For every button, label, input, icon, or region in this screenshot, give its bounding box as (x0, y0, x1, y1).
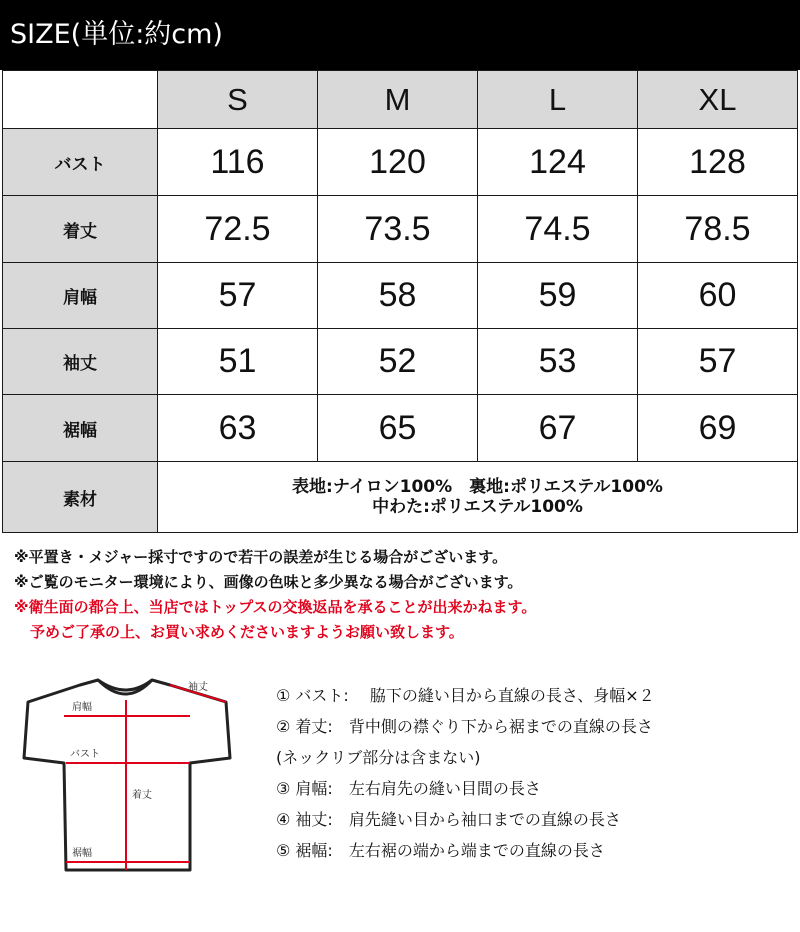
row-label-bust: バスト (3, 129, 158, 196)
table-cell: 74.5 (478, 196, 638, 263)
row-label-length: 着丈 (3, 196, 158, 263)
table-cell: 53 (478, 329, 638, 395)
material-line-2: 中わた:ポリエステル100% (372, 497, 583, 517)
table-cell: 128 (638, 129, 798, 196)
material-row (3, 462, 798, 533)
size-header-xl: XL (638, 71, 798, 129)
table-cell: 51 (158, 329, 318, 395)
definition-hem: ⑤ 裾幅: 左右裾の端から端までの直線の長さ (276, 841, 605, 860)
table-row (3, 395, 798, 462)
size-header-l: L (478, 71, 638, 129)
size-header-row (3, 71, 798, 129)
table-row (3, 196, 798, 263)
definition-sleeve: ④ 袖丈: 肩先縫い目から袖口までの直線の長さ (276, 810, 621, 829)
diagram-label-bust: バスト (70, 749, 100, 760)
note-monitor: ※ご覧のモニター環境により、画像の色味と多少異なる場合がございます。 (14, 573, 523, 591)
row-label-material: 素材 (3, 462, 158, 533)
table-cell: 67 (478, 395, 638, 462)
table-row (3, 329, 798, 395)
row-label-sleeve: 袖丈 (3, 329, 158, 395)
definition-shoulder: ③ 肩幅: 左右肩先の縫い目間の長さ (276, 779, 541, 798)
note-measurement: ※平置き・メジャー採寸ですので若干の誤差が生じる場合がございます。 (14, 548, 508, 566)
table-cell: 116 (158, 129, 318, 196)
table-cell: 57 (638, 329, 798, 395)
size-header-s: S (158, 71, 318, 129)
row-label-hem: 裾幅 (3, 395, 158, 462)
table-cell: 57 (158, 263, 318, 329)
diagram-label-hem: 裾幅 (72, 848, 92, 859)
table-row (3, 263, 798, 329)
table-cell: 124 (478, 129, 638, 196)
corner-cell (3, 71, 158, 129)
measurement-definitions (276, 680, 655, 866)
page-title: SIZE(単位:約cm) (0, 0, 800, 70)
definition-bust: ① バスト: 脇下の縫い目から直線の長さ、身幅×２ (276, 686, 655, 705)
diagram-label-sleeve: 袖丈 (188, 682, 208, 693)
diagram-label-length: 着丈 (132, 790, 152, 801)
table-cell: 65 (318, 395, 478, 462)
table-cell: 78.5 (638, 196, 798, 263)
table-row (3, 129, 798, 196)
table-cell: 63 (158, 395, 318, 462)
material-line-1: 表地:ナイロン100% 裏地:ポリエステル100% (292, 477, 663, 497)
note-acknowledge: 予めご了承の上、お買い求めくださいますようお願い致します。 (30, 623, 464, 641)
definition-length-note: (ネックリブ部分は含まない) (276, 748, 481, 767)
diagram-label-shoulder: 肩幅 (72, 702, 92, 713)
table-cell: 120 (318, 129, 478, 196)
row-label-shoulder: 肩幅 (3, 263, 158, 329)
material-cell (158, 462, 798, 533)
table-cell: 59 (478, 263, 638, 329)
notes (14, 545, 536, 645)
table-cell: 72.5 (158, 196, 318, 263)
table-cell: 69 (638, 395, 798, 462)
note-hygiene: ※衛生面の都合上、当店ではトップスの交換返品を承ることが出来かねます。 (14, 598, 537, 616)
size-header-m: M (318, 71, 478, 129)
table-cell: 52 (318, 329, 478, 395)
size-table (2, 70, 798, 533)
garment-diagram (20, 670, 240, 880)
table-cell: 73.5 (318, 196, 478, 263)
table-cell: 60 (638, 263, 798, 329)
table-cell: 58 (318, 263, 478, 329)
definition-length: ② 着丈: 背中側の襟ぐり下から裾までの直線の長さ (276, 717, 653, 736)
